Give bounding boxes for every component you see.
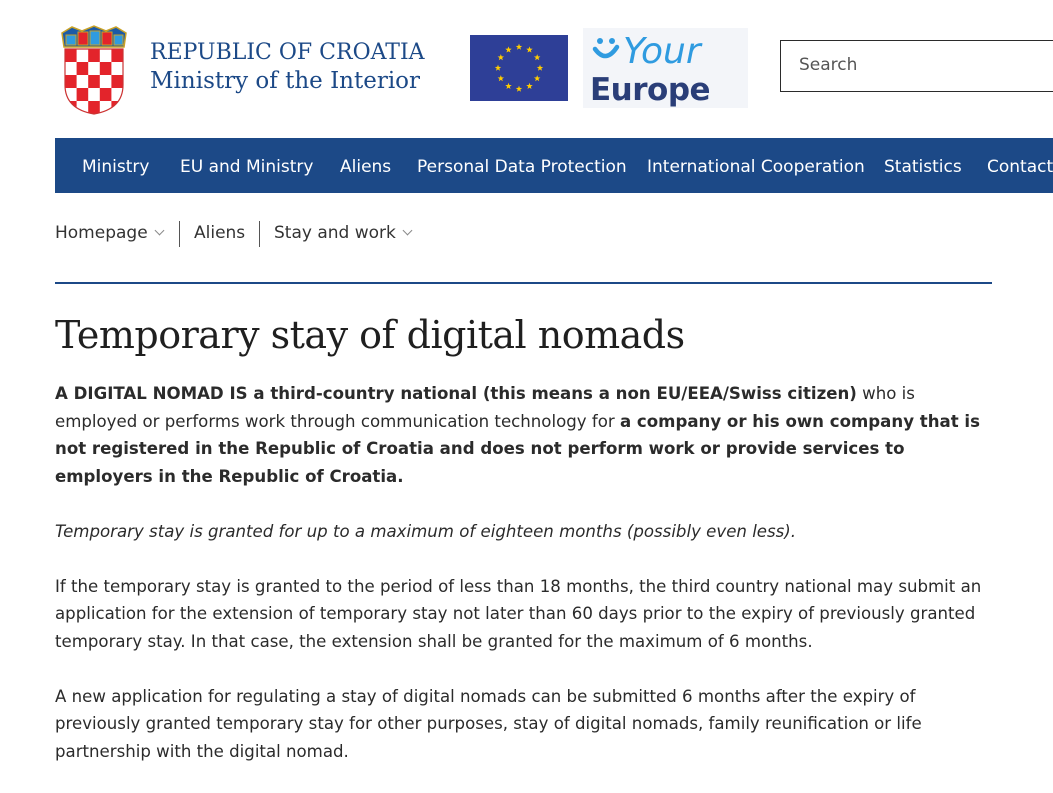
paragraph-extension: If the temporary stay is granted to the period of less than 18 months, the third country national may submit an application for the extension of temporary stay not later than 60 days prior to the expiry of previously granted temporary stay. In that case, the extension shall be granted for the maximum of 6 months. (55, 576, 982, 651)
croatia-coat-of-arms-icon[interactable] (60, 25, 128, 119)
chevron-down-icon[interactable] (154, 226, 164, 236)
title-divider (55, 282, 992, 284)
your-europe-europe-text: Europe (590, 72, 711, 108)
paragraph-definition (55, 380, 1000, 490)
nav-item-international-cooperation[interactable]: International Cooperation (647, 157, 865, 177)
breadcrumb-separator (259, 221, 260, 247)
breadcrumb-item-homepage[interactable] (55, 218, 163, 248)
nav-item-aliens[interactable]: Aliens (340, 157, 392, 177)
search-box[interactable] (780, 40, 1053, 92)
breadcrumb-label: Stay and work (274, 223, 396, 243)
paragraph-duration (55, 518, 1000, 546)
breadcrumb-label: Aliens (194, 223, 246, 243)
nav-item-eu-and-ministry[interactable]: EU and Ministry (180, 157, 314, 177)
definition-bold-text: A DIGITAL NOMAD IS a third-country national (this means a non EU/EEA/Swiss citizen) (55, 384, 857, 403)
ministry-logo-text[interactable] (150, 39, 425, 95)
nav-item-personal-data-protection[interactable]: Personal Data Protection (417, 157, 627, 177)
article-body (55, 380, 1000, 793)
chevron-down-icon[interactable] (402, 226, 412, 236)
your-europe-your-text: Your (623, 31, 701, 72)
nav-item-statistics[interactable]: Statistics (884, 157, 962, 177)
nav-item-ministry[interactable]: Ministry (82, 157, 150, 177)
nav-item-contact[interactable]: Contact (987, 157, 1053, 177)
main-navigation (55, 138, 1053, 193)
eu-flag-icon[interactable] (470, 35, 568, 105)
breadcrumb-item-aliens[interactable] (194, 218, 245, 248)
breadcrumb-label: Homepage (55, 223, 148, 243)
breadcrumb-item-stay-and-work[interactable] (274, 218, 411, 248)
ministry-country-name: REPUBLIC OF CROATIA (150, 40, 425, 65)
paragraph-new-application: A new application for regulating a stay of digital nomads can be submitted 6 months after the expiry of previously granted temporary stay for other purposes, stay of digital nomads, family reunification or life partnership with the digital nomad. (55, 686, 922, 761)
your-europe-smile-icon (589, 34, 623, 72)
definition-text: who is employed or performs work through communication technology for (55, 384, 915, 431)
search-input[interactable] (799, 55, 1039, 75)
duration-italic-text: Temporary stay is granted for up to a maximum of eighteen months (possibly even less). (55, 521, 797, 541)
your-europe-logo[interactable] (583, 28, 748, 108)
definition-bold-text-2: a company or his own company that is not registered in the Republic of Croatia and does not perform work or provide services to employers in the Republic of Croatia. (55, 411, 981, 486)
breadcrumb-separator (179, 221, 180, 247)
ministry-name: Ministry of the Interior (150, 68, 421, 94)
page-title: Temporary stay of digital nomads (55, 313, 685, 357)
site-header (0, 0, 1053, 138)
